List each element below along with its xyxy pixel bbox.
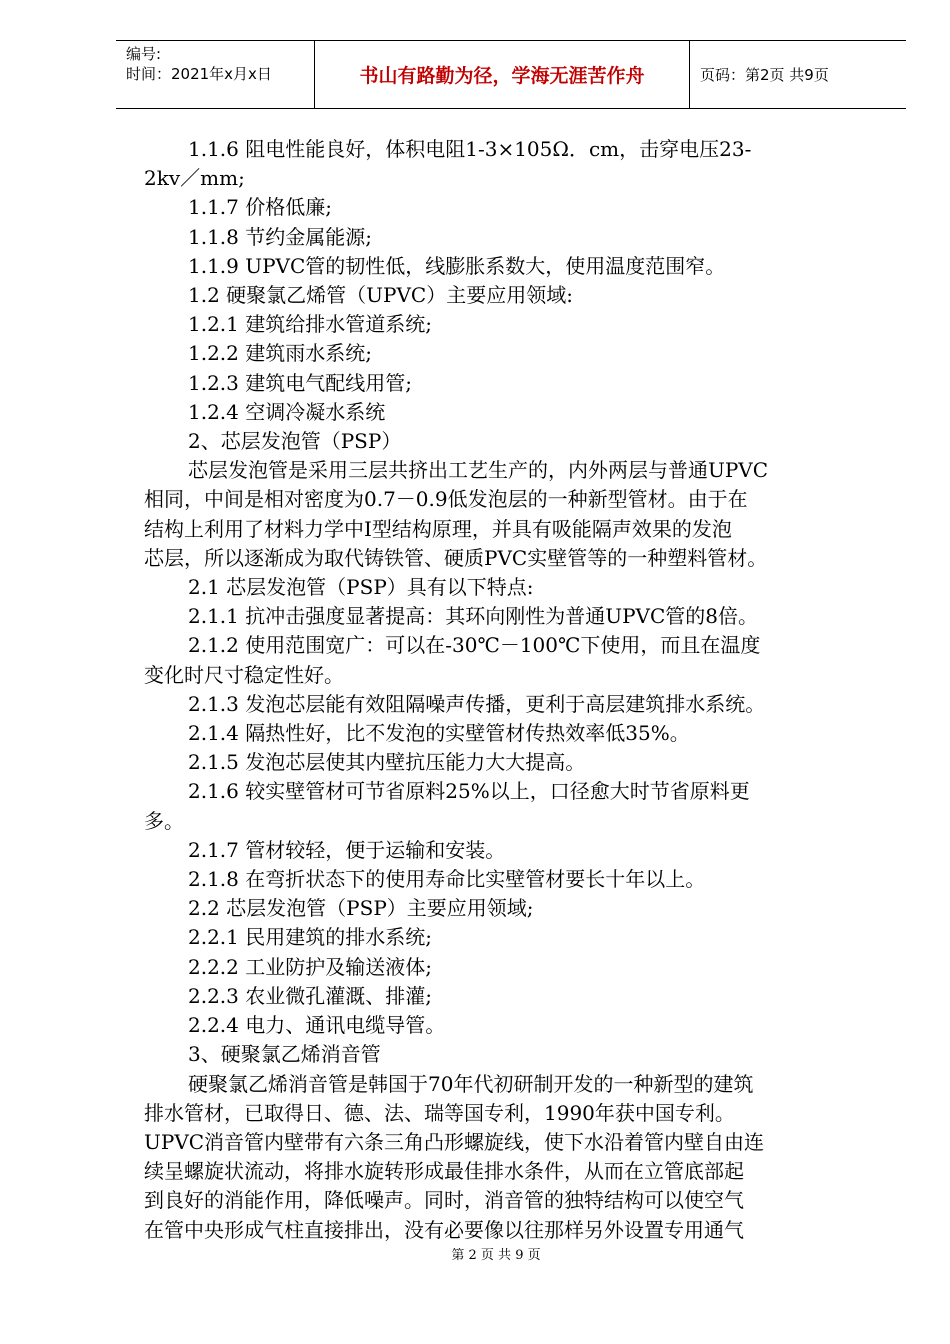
text-line: 2.1.7 管材较轻，便于运输和安装。 — [188, 837, 506, 862]
text-line: 1.2.1 建筑给排水管道系统; — [188, 312, 432, 337]
text-line: 芯层发泡管是采用三层共挤出工艺生产的，内外两层与普通UPVC — [188, 458, 769, 483]
text-line: 2.1.8 在弯折状态下的使用寿命比实壁管材要长十年以上。 — [188, 867, 706, 892]
text-line: 1.2.4 空调冷凝水系统 — [188, 399, 386, 424]
text-line: 2.1.5 发泡芯层使其内壁抗压能力大大提高。 — [188, 750, 586, 775]
text-line: 2.2 芯层发泡管（PSP）主要应用领域; — [188, 896, 534, 921]
text-line: 2、芯层发泡管（PSP） — [188, 429, 402, 454]
page-footer: 第 2 页 共 9 页 — [451, 1248, 541, 1263]
text-line: 2.2.2 工业防护及输送液体; — [188, 954, 432, 979]
text-line: 1.1.8 节约金属能源; — [188, 224, 372, 249]
text-line: 1.1.9 UPVC管的韧性低，线膨胀系数大，使用温度范围窄。 — [188, 253, 726, 278]
header-page-info: 页码：第2页 共9页 — [700, 66, 829, 84]
text-line: 1.2 硬聚氯乙烯管（UPVC）主要应用领域: — [188, 283, 573, 308]
doc-time-label: 时间：2021年x月x日 — [126, 65, 272, 83]
document-body — [144, 135, 884, 1245]
text-line: 结构上利用了材料力学中Ⅰ型结构原理，并具有吸能隔声效果的发泡 — [144, 516, 732, 541]
text-line: 2.2.3 农业微孔灌溉、排灌; — [188, 983, 432, 1008]
text-line: 1.2.3 建筑电气配线用管; — [188, 370, 412, 395]
text-line: 2.2.1 民用建筑的排水系统; — [188, 925, 432, 950]
text-line: 2kv／mm; — [144, 166, 245, 191]
text-line: 2.1.1 抗冲击强度显著提高：其环向刚性为普通UPVC管的8倍。 — [188, 604, 759, 629]
text-line: 多。 — [144, 808, 184, 833]
text-line: 3、硬聚氯乙烯消音管 — [188, 1042, 381, 1067]
doc-number-label: 编号: — [126, 45, 162, 63]
text-line: 芯层，所以逐渐成为取代铸铁管、硬质PVC实壁管等的一种塑料管材。 — [144, 545, 768, 570]
text-line: 变化时尺寸稳定性好。 — [144, 662, 344, 687]
text-line: 1.1.6 阻电性能良好，体积电阻1-3×105Ω．cm，击穿电压23- — [188, 137, 752, 161]
header-motto: 书山有路勤为径，学海无涯苦作舟 — [315, 41, 690, 108]
text-line: 到良好的消能作用，降低噪声。同时，消音管的独特结构可以使空气 — [144, 1188, 744, 1213]
text-line: UPVC消音管内壁带有六条三角凸形螺旋线，使下水沿着管内壁自由连 — [144, 1129, 765, 1154]
text-line: 2.1.4 隔热性好，比不发泡的实壁管材传热效率低35%。 — [188, 721, 690, 746]
text-line: 排水管材，已取得日、德、法、瑞等国专利，1990年获中国专利。 — [144, 1100, 735, 1125]
text-line: 2.1.2 使用范围宽广：可以在-30℃－100℃下使用，而且在温度 — [188, 633, 761, 658]
text-line: 续呈螺旋状流动，将排水旋转形成最佳排水条件，从而在立管底部起 — [144, 1159, 744, 1184]
text-line: 1.1.7 价格低廉; — [188, 195, 332, 220]
header-meta — [116, 41, 315, 108]
text-line: 2.1 芯层发泡管（PSP）具有以下特点: — [188, 575, 534, 600]
text-line: 2.1.3 发泡芯层能有效阻隔噪声传播，更利于高层建筑排水系统。 — [188, 691, 766, 716]
text-line: 相同，中间是相对密度为0.7－0.9低发泡层的一种新型管材。由于在 — [144, 487, 748, 512]
page-header — [116, 40, 906, 109]
text-line: 2.1.6 较实壁管材可节省原料25%以上，口径愈大时节省原料更 — [188, 779, 750, 804]
text-line: 2.2.4 电力、通讯电缆导管。 — [188, 1013, 446, 1038]
text-line: 1.2.2 建筑雨水系统; — [188, 341, 372, 366]
text-line: 在管中央形成气柱直接排出，没有必要像以往那样另外设置专用通气 — [144, 1217, 744, 1242]
text-line: 硬聚氯乙烯消音管是韩国于70年代初研制开发的一种新型的建筑 — [188, 1071, 754, 1096]
